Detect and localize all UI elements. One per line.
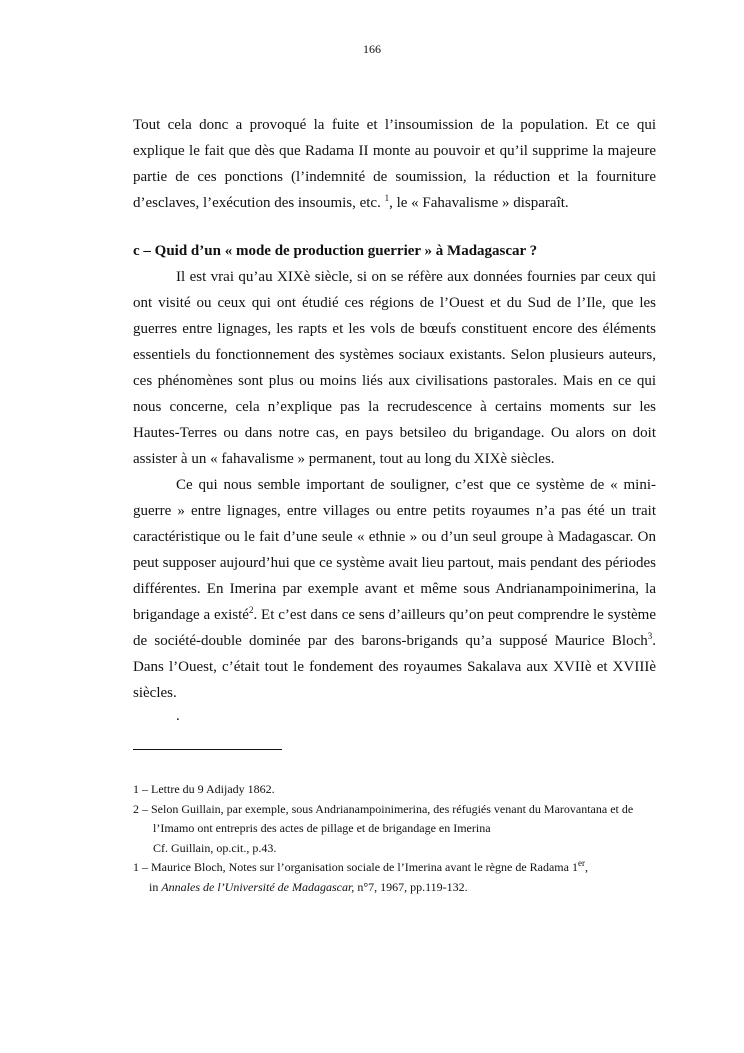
footnotes-block — [133, 780, 663, 897]
footnote-text: in — [149, 879, 162, 894]
footnote-superscript: er — [577, 858, 585, 868]
footnote-2-line-3: Cf. Guillain, op.cit., p.43. — [153, 840, 277, 855]
paragraph-text: Ce qui nous semble important de souligner, c’est que ce système de « mini-guerre » entre lignages, entre villages ou entre petits royaumes n’a pas été un trait caractéristique ou le fait d’une seule « ethnie » ou d’un seul groupe à Madagascar. On peut supposer aujourd’hui que ce système avait lieu partout, mais pendant des périodes différentes. En Imerina par exemple avant et même sous Andrianampoinimerina, la brigandage a existé — [133, 477, 656, 623]
paragraph-fuite-insoumission — [133, 112, 656, 216]
footnote-3-line-2 — [133, 878, 663, 898]
paragraph-tail: , le « Fahavalisme » disparaît. — [389, 195, 569, 211]
footnote-text: 1 – Maurice Bloch, Notes sur l’organisation sociale de l’Imerina avant le règne de Radama 1 — [133, 860, 578, 874]
footnote-text: n°7, 1967, pp.119-132. — [354, 879, 468, 894]
stray-dot: . — [176, 708, 180, 724]
page-number: 166 — [363, 42, 381, 56]
footnote-ref-2: 2 — [248, 605, 254, 615]
paragraph-mini-guerre — [133, 472, 656, 706]
footnote-text: , — [584, 860, 588, 874]
journal-title: Annales de l’Université de Madagascar, — [161, 879, 355, 894]
paragraph-text: . Et c’est dans ce sens d’ailleurs qu’on peut comprendre le système de société-double dominée par des barons-brigands qu’a supposé Maurice Bloch — [133, 607, 656, 649]
footnote-separator — [133, 749, 282, 750]
paragraph-xixe-siecle: Il est vrai qu’au XIXè siècle, si on se réfère aux données fournies par ceux qui ont visité ou ceux qui ont étudié ces régions de l’Ouest et du Sud de l’Ile, que les guerres entre lignages, les rapts et les vols de bœufs constituent encore des éléments essentiels du fonctionnement des systèmes sociaux existants. Selon plusieurs auteurs, ces phénomènes sont plus ou moins liés aux civilisations pastorales. Mais en ce qui nous concerne, cela n’explique pas la recrudescence à certains moments sur les Hautes-Terres ou dans notre cas, en pays betsileo du brigandage. Ou alors on doit assister à un « fahavalisme » permanent, tout au long du XIXè siècles. — [133, 269, 656, 467]
footnote-ref-3: 3 — [647, 631, 653, 641]
paragraph-text: . Dans l’Ouest, c’était tout le fondement des royaumes Sakalava aux XVIIè et XVIIIè siècles. — [133, 633, 656, 701]
section-heading: c – Quid d’un « mode de production guerrier » à Madagascar ? — [133, 243, 538, 259]
paragraph-text: Tout cela donc a provoqué la fuite et l’insoumission de la population. Et ce qui explique le fait que dès que Radama II monte au pouvoir et qu’il supprime la majeure partie de ces ponctions (l’indemnité de soumission, la réduction et la fourniture d’esclaves, l’exécution des insoumis, etc. — [133, 117, 656, 211]
footnote-ref-1: 1 — [384, 193, 390, 203]
footnote-2-line-1: 2 – Selon Guillain, par exemple, sous Andrianampoinimerina, des réfugiés venant du Marovantana et de — [133, 801, 634, 816]
footnote-2-line-2: l’Imamo ont entrepris des actes de pillage et de brigandage en Imerina — [153, 821, 491, 835]
footnote-3-line-1 — [133, 858, 663, 878]
footnote-1: 1 – Lettre du 9 Adijady 1862. — [133, 782, 275, 796]
